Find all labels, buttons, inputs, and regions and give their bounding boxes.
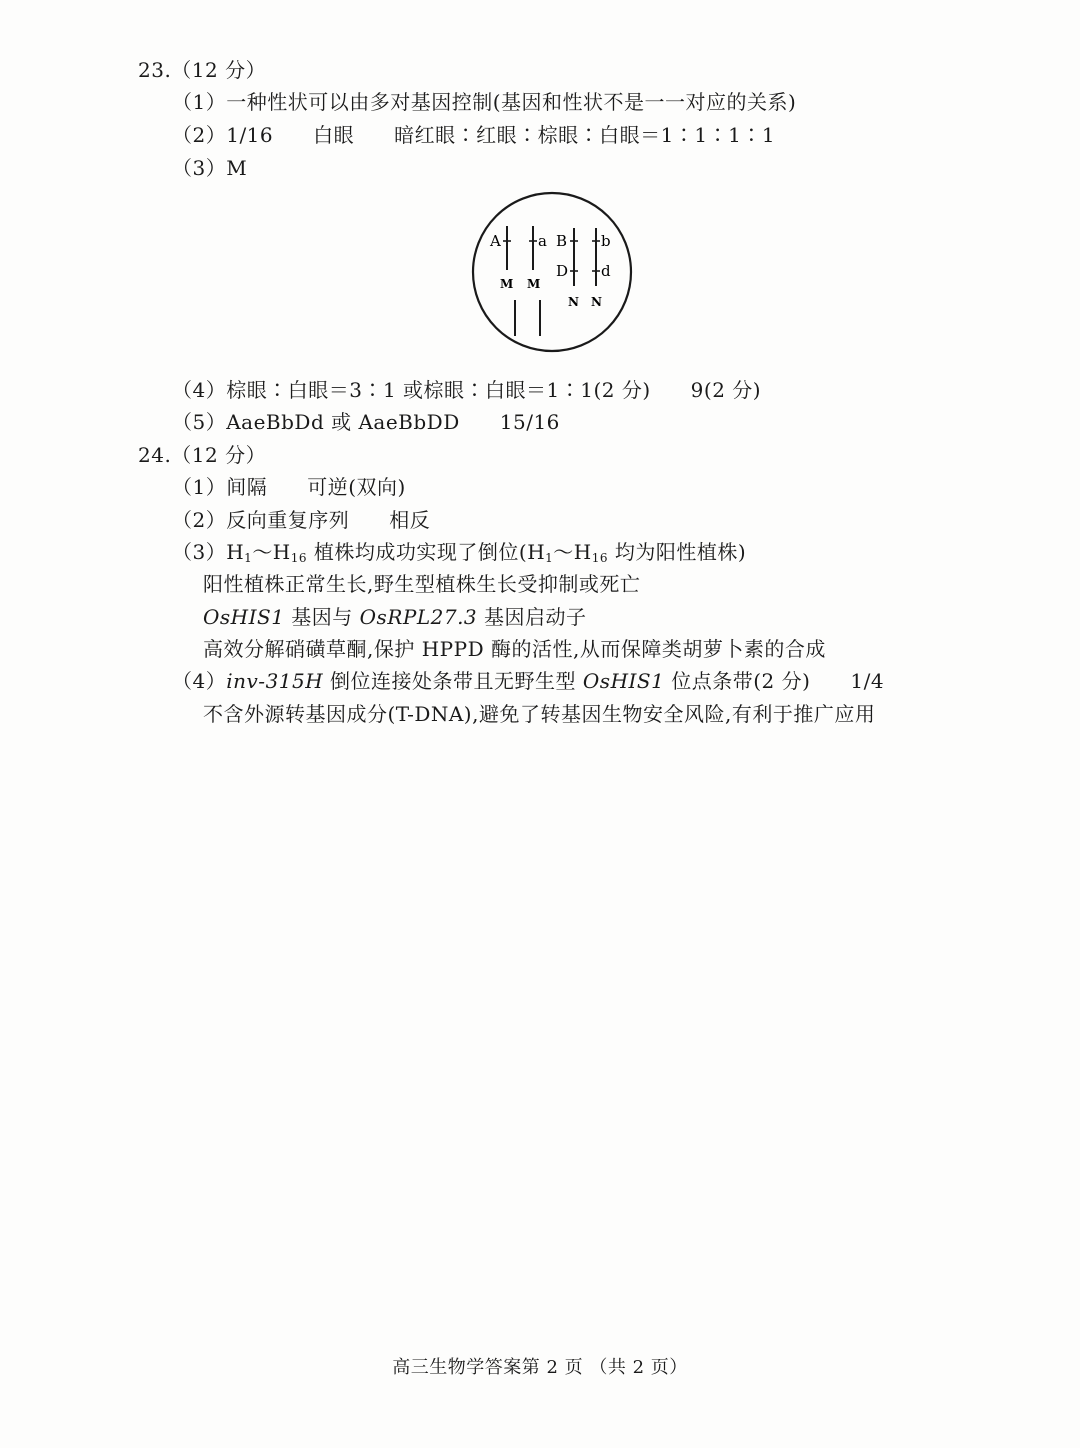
q23-part2-answer2: 白眼 [313, 123, 355, 147]
q24-part2-answer2: 相反 [389, 508, 431, 532]
subscript: 16 [591, 551, 609, 565]
label-M-2: M [527, 277, 541, 291]
q24-header: 24.（12 分） [138, 443, 267, 467]
gene-name: OsRPL27.3 [359, 605, 478, 629]
q24-part3-text: （3）H [172, 540, 245, 564]
q24-part1-answer1: （1）间隔 [172, 475, 268, 499]
label-N-1: N [568, 295, 579, 309]
gene-name: OsHIS1 [582, 669, 665, 693]
q24-part3-line3 [203, 603, 587, 631]
q24-part3-text: 基因与 [284, 605, 360, 629]
gene-name: inv-315H [226, 669, 324, 693]
q24-part4-text: 倒位连接处条带且无野生型 [323, 669, 583, 693]
q24-part3-text: ～H [252, 540, 291, 564]
q23-part5 [172, 408, 560, 436]
q23-part4-answer1: （4）棕眼∶白眼＝3∶1 或棕眼∶白眼＝1∶1(2 分) [172, 378, 651, 402]
q24-part3-text: ～H [553, 540, 592, 564]
q24-part3-line2: 阳性植株正常生长,野生型植株生长受抑制或死亡 [203, 572, 641, 596]
q24-part4-text: （4） [172, 669, 227, 693]
q23-part1: （1）一种性状可以由多对基因控制(基因和性状不是一一对应的关系) [172, 90, 797, 114]
q23-header: 23.（12 分） [138, 58, 267, 82]
q23-part2-answer3: 暗红眼∶红眼∶棕眼∶白眼＝1∶1∶1∶1 [394, 123, 776, 147]
label-A: A [490, 232, 501, 250]
label-a: a [538, 232, 547, 250]
label-B: B [556, 232, 568, 250]
q24-part4-text: 位点条带(2 分) [664, 669, 811, 693]
label-b: b [601, 232, 611, 250]
subscript: 1 [244, 551, 253, 565]
q24-part3-text: 均为阳性植株) [608, 540, 747, 564]
chromosome-diagram [470, 190, 634, 354]
q23-part2-answer1: （2）1/16 [172, 123, 274, 147]
subscript: 16 [290, 551, 308, 565]
q24-part1 [172, 473, 406, 501]
q23-part4 [172, 376, 761, 404]
q24-part3-text: 植株均成功实现了倒位(H [307, 540, 546, 564]
gene-name: OsHIS1 [203, 605, 285, 629]
q24-part3-line4: 高效分解硝磺草酮,保护 HPPD 酶的活性,从而保障类胡萝卜素的合成 [203, 637, 826, 661]
q23-part3: （3）M [172, 156, 248, 180]
q24-part3-text: 基因启动子 [477, 605, 587, 629]
q24-part4-ratio: 1/4 [850, 669, 885, 693]
q24-part4-line2: 不含外源转基因成分(T-DNA),避免了转基因生物安全风险,有利于推广应用 [203, 702, 876, 726]
q24-part2 [172, 506, 430, 534]
subscript: 1 [545, 551, 554, 565]
q23-part5-answer2: 15/16 [499, 410, 560, 434]
label-M-1: M [500, 277, 514, 291]
label-d: d [601, 262, 611, 280]
page-footer: 高三生物学答案第 2 页 （共 2 页） [392, 1357, 688, 1378]
q24-part4-line1 [172, 667, 884, 695]
q23-part5-answer1: （5）AaeBbDd 或 AaeBbDD [172, 410, 460, 434]
label-N-2: N [591, 295, 602, 309]
q23-part2 [172, 121, 775, 149]
q23-part4-answer2: 9(2 分) [690, 378, 762, 402]
label-D: D [556, 262, 569, 280]
q24-part3-line1 [172, 538, 746, 572]
q24-part1-answer2: 可逆(双向) [307, 475, 406, 499]
q24-part2-answer1: （2）反向重复序列 [172, 508, 350, 532]
